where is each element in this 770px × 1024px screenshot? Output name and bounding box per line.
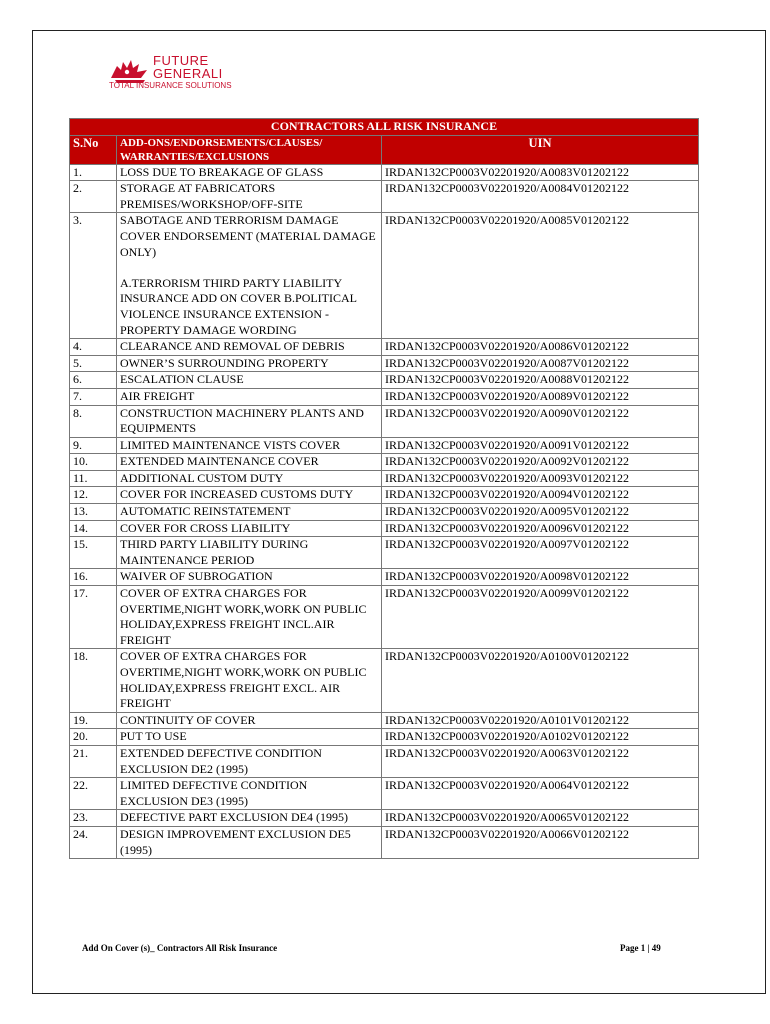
row-sno: 12. (70, 487, 117, 504)
row-sno: 3. (70, 213, 117, 339)
table-body (70, 164, 699, 859)
addons-table (69, 118, 699, 859)
row-addon-name: CONTINUITY OF COVER (120, 712, 256, 727)
row-addon-name-cell (117, 537, 382, 569)
table-row (70, 520, 699, 537)
row-uin: IRDAN132CP0003V02201920/A0086V01202122 (382, 339, 699, 356)
row-addon-name: SABOTAGE AND TERRORISM DAMAGE COVER ENDORSEMENT (MATERIAL DAMAGE ONLY) (120, 213, 376, 259)
row-addon-name-cell (117, 405, 382, 437)
table-row (70, 454, 699, 471)
row-addon-extra: A.TERRORISM THIRD PARTY LIABILITY INSURANCE ADD ON COVER B.POLITICAL VIOLENCE INSURANCE EXTENSION - PROPERTY DAMAGE WORDING (120, 275, 357, 337)
row-addon-name-cell (117, 454, 382, 471)
row-addon-name-cell (117, 339, 382, 356)
table-row (70, 388, 699, 405)
table-row (70, 164, 699, 181)
row-sno: 23. (70, 810, 117, 827)
row-addon-name-cell (117, 470, 382, 487)
row-uin: IRDAN132CP0003V02201920/A0087V01202122 (382, 355, 699, 372)
row-uin: IRDAN132CP0003V02201920/A0088V01202122 (382, 372, 699, 389)
column-header-sno: S.No (70, 135, 117, 164)
row-uin: IRDAN132CP0003V02201920/A0094V01202122 (382, 487, 699, 504)
table-row (70, 586, 699, 649)
table-row (70, 537, 699, 569)
row-uin: IRDAN132CP0003V02201920/A0085V01202122 (382, 213, 699, 339)
row-uin: IRDAN132CP0003V02201920/A0083V01202122 (382, 164, 699, 181)
row-addon-name-cell (117, 164, 382, 181)
footer-page-number: Page 1 | 49 (620, 943, 661, 953)
row-uin: IRDAN132CP0003V02201920/A0063V01202122 (382, 745, 699, 777)
row-uin: IRDAN132CP0003V02201920/A0065V01202122 (382, 810, 699, 827)
row-uin: IRDAN132CP0003V02201920/A0093V01202122 (382, 470, 699, 487)
row-addon-name: ADDITIONAL CUSTOM DUTY (120, 470, 284, 485)
table-row (70, 487, 699, 504)
row-uin: IRDAN132CP0003V02201920/A0064V01202122 (382, 778, 699, 810)
row-uin: IRDAN132CP0003V02201920/A0089V01202122 (382, 388, 699, 405)
logo-tagline: TOTAL INSURANCE SOLUTIONS (109, 81, 232, 90)
row-addon-name: CONSTRUCTION MACHINERY PLANTS AND EQUIPMENTS (120, 405, 364, 436)
row-addon-name: OWNER’S SURROUNDING PROPERTY (120, 355, 329, 370)
row-addon-name: AUTOMATIC REINSTATEMENT (120, 504, 291, 519)
row-addon-name-cell (117, 487, 382, 504)
row-addon-name-cell (117, 729, 382, 746)
row-sno: 15. (70, 537, 117, 569)
table-row (70, 569, 699, 586)
table-row (70, 778, 699, 810)
row-uin: IRDAN132CP0003V02201920/A0095V01202122 (382, 504, 699, 521)
row-addon-name-cell (117, 181, 382, 213)
row-addon-name: COVER OF EXTRA CHARGES FOR OVERTIME,NIGHT WORK,WORK ON PUBLIC HOLIDAY,EXPRESS FREIGHT EXCL. AIR FREIGHT (120, 649, 367, 711)
row-addon-name: PUT TO USE (120, 729, 187, 744)
row-uin: IRDAN132CP0003V02201920/A0091V01202122 (382, 437, 699, 454)
row-uin: IRDAN132CP0003V02201920/A0092V01202122 (382, 454, 699, 471)
table-row (70, 405, 699, 437)
row-addon-name-cell (117, 504, 382, 521)
row-addon-name: COVER FOR CROSS LIABILITY (120, 520, 291, 535)
table-row (70, 372, 699, 389)
row-sno: 20. (70, 729, 117, 746)
row-sno: 5. (70, 355, 117, 372)
row-sno: 21. (70, 745, 117, 777)
table-row (70, 729, 699, 746)
future-generali-logo (109, 54, 269, 92)
row-addon-name: WAIVER OF SUBROGATION (120, 569, 273, 584)
row-addon-name: STORAGE AT FABRICATORS PREMISES/WORKSHOP/OFF-SITE (120, 181, 303, 211)
row-sno: 24. (70, 826, 117, 858)
table-row (70, 355, 699, 372)
row-addon-name: LOSS DUE TO BREAKAGE OF GLASS (120, 164, 324, 179)
row-addon-name-cell (117, 355, 382, 372)
table-row (70, 649, 699, 712)
winged-lion-icon (109, 56, 151, 84)
row-addon-name: AIR FREIGHT (120, 388, 195, 403)
row-sno: 10. (70, 454, 117, 471)
table-row (70, 712, 699, 729)
row-sno: 22. (70, 778, 117, 810)
row-uin: IRDAN132CP0003V02201920/A0096V01202122 (382, 520, 699, 537)
row-addon-name-cell (117, 712, 382, 729)
table-row (70, 181, 699, 213)
row-addon-name-cell (117, 586, 382, 649)
row-sno: 1. (70, 164, 117, 181)
row-sno: 9. (70, 437, 117, 454)
row-addon-name-cell (117, 520, 382, 537)
row-addon-name-cell (117, 810, 382, 827)
row-addon-name: EXTENDED MAINTENANCE COVER (120, 454, 319, 469)
row-uin: IRDAN132CP0003V02201920/A0097V01202122 (382, 537, 699, 569)
table-row (70, 437, 699, 454)
row-addon-name-cell (117, 649, 382, 712)
row-uin: IRDAN132CP0003V02201920/A0101V01202122 (382, 712, 699, 729)
logo-wordmark (153, 54, 223, 80)
row-addon-name: COVER FOR INCREASED CUSTOMS DUTY (120, 487, 354, 502)
column-header-uin: UIN (382, 135, 699, 164)
row-sno: 8. (70, 405, 117, 437)
row-sno: 11. (70, 470, 117, 487)
table-row (70, 339, 699, 356)
row-addon-name: THIRD PARTY LIABILITY DURING MAINTENANCE PERIOD (120, 537, 309, 567)
row-addon-name: DEFECTIVE PART EXCLUSION DE4 (1995) (120, 810, 348, 825)
row-uin: IRDAN132CP0003V02201920/A0100V01202122 (382, 649, 699, 712)
row-uin: IRDAN132CP0003V02201920/A0090V01202122 (382, 405, 699, 437)
row-addon-name-cell (117, 826, 382, 858)
footer-document-title: Add On Cover (s)_ Contractors All Risk Insurance (82, 943, 278, 953)
row-sno: 14. (70, 520, 117, 537)
row-addon-name: EXTENDED DEFECTIVE CONDITION EXCLUSION DE2 (1995) (120, 745, 322, 776)
row-sno: 16. (70, 569, 117, 586)
row-sno: 17. (70, 586, 117, 649)
row-sno: 19. (70, 712, 117, 729)
table-row (70, 213, 699, 339)
column-header-addons: ADD-ONS/ENDORSEMENTS/CLAUSES/ WARRANTIES/EXCLUSIONS (117, 135, 382, 164)
row-addon-name: DESIGN IMPROVEMENT EXCLUSION DE5 (1995) (120, 826, 351, 857)
row-sno: 13. (70, 504, 117, 521)
table-title: CONTRACTORS ALL RISK INSURANCE (70, 119, 699, 136)
row-sno: 18. (70, 649, 117, 712)
row-addon-name-cell (117, 213, 382, 339)
row-sno: 6. (70, 372, 117, 389)
row-addon-name: COVER OF EXTRA CHARGES FOR OVERTIME,NIGHT WORK,WORK ON PUBLIC HOLIDAY,EXPRESS FREIGHT INCL.AIR FREIGHT (120, 586, 367, 647)
row-addon-name-cell (117, 437, 382, 454)
table-row (70, 745, 699, 777)
row-uin: IRDAN132CP0003V02201920/A0066V01202122 (382, 826, 699, 858)
row-addon-name: CLEARANCE AND REMOVAL OF DEBRIS (120, 339, 345, 354)
row-addon-name-cell (117, 745, 382, 777)
row-uin: IRDAN132CP0003V02201920/A0098V01202122 (382, 569, 699, 586)
row-uin: IRDAN132CP0003V02201920/A0102V01202122 (382, 729, 699, 746)
row-sno: 7. (70, 388, 117, 405)
row-addon-name-cell (117, 372, 382, 389)
row-addon-name: LIMITED DEFECTIVE CONDITION EXCLUSION DE3 (1995) (120, 778, 308, 808)
logo-name-line2: GENERALI (153, 66, 223, 81)
table-row (70, 504, 699, 521)
table-row (70, 826, 699, 858)
row-uin: IRDAN132CP0003V02201920/A0099V01202122 (382, 586, 699, 649)
row-addon-name: LIMITED MAINTENANCE VISTS COVER (120, 437, 341, 452)
table-row (70, 810, 699, 827)
row-sno: 2. (70, 181, 117, 213)
row-sno: 4. (70, 339, 117, 356)
logo-name-line1: FUTURE (153, 53, 209, 68)
row-uin: IRDAN132CP0003V02201920/A0084V01202122 (382, 181, 699, 213)
row-addon-name: ESCALATION CLAUSE (120, 372, 244, 387)
row-addon-name-cell (117, 388, 382, 405)
row-addon-name-cell (117, 778, 382, 810)
table-row (70, 470, 699, 487)
row-addon-name-cell (117, 569, 382, 586)
